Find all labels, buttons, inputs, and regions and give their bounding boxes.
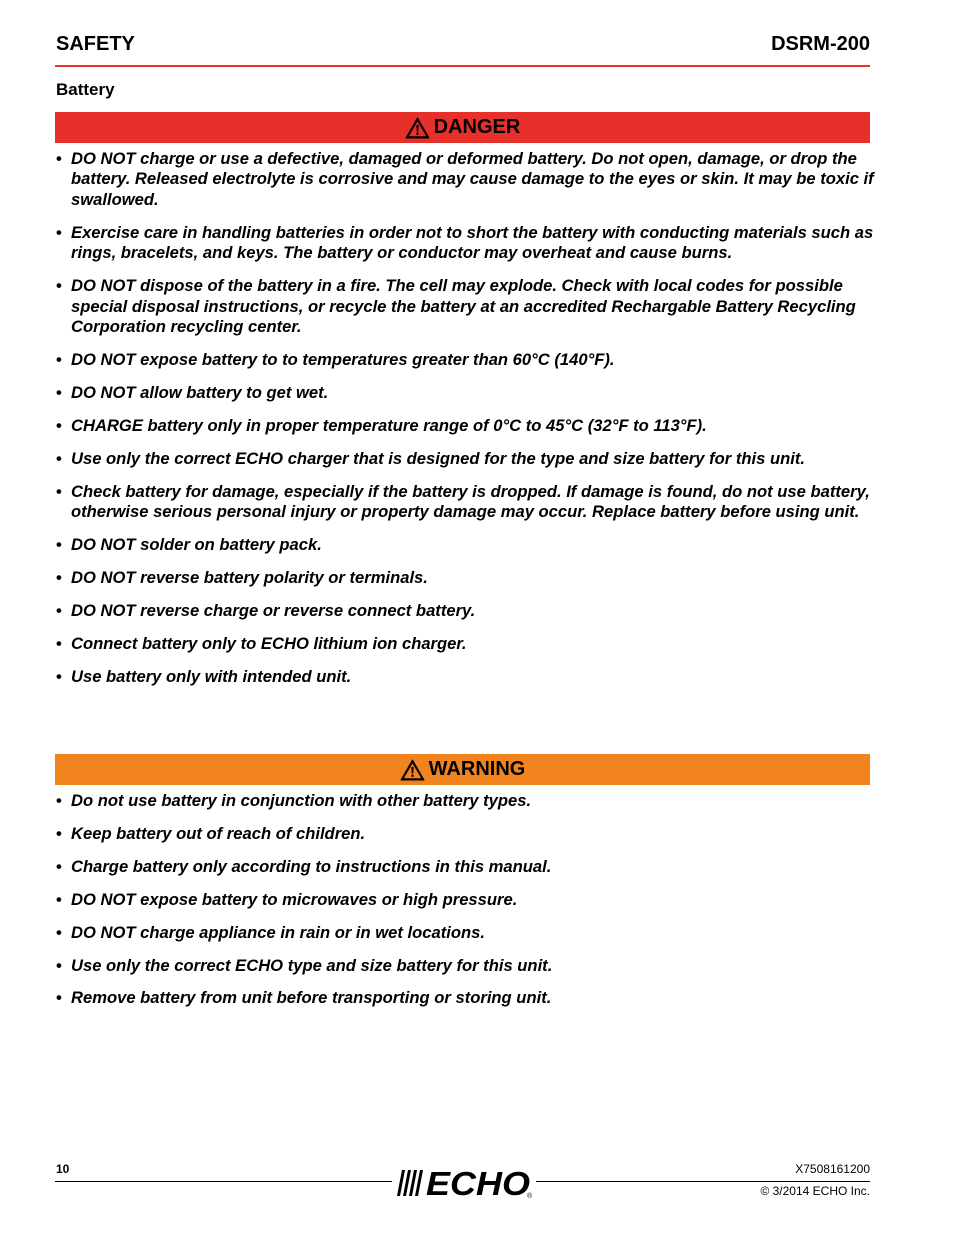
warning-triangle-icon bbox=[405, 117, 430, 139]
part-number: X7508161200 bbox=[795, 1162, 870, 1176]
header-section: SAFETY bbox=[56, 33, 135, 55]
list-item: • Check battery for damage, especially if the battery is dropped. If damage is found, do not use battery, otherwise serious personal injury or property damage may occur. Replace battery before using unit. bbox=[56, 482, 876, 523]
list-item: • Keep battery out of reach of children. bbox=[56, 824, 876, 844]
page-header bbox=[55, 33, 870, 67]
warning-triangle-icon bbox=[400, 759, 425, 781]
danger-banner bbox=[55, 112, 870, 143]
list-item: • Use only the correct ECHO type and size battery for this unit. bbox=[56, 956, 876, 976]
echo-logo-icon bbox=[392, 1166, 536, 1200]
list-item: • DO NOT dispose of the battery in a fire. The cell may explode. Check with local codes for possible special disposal instructions, or recycle the battery at an accredited Rechargable Battery Recycling Corporation recycling center. bbox=[56, 276, 876, 337]
svg-text:®: ® bbox=[527, 1193, 533, 1200]
section-title: Battery bbox=[56, 80, 115, 99]
list-item: • Remove battery from unit before transporting or storing unit. bbox=[56, 988, 876, 1008]
list-item: • DO NOT charge or use a defective, damaged or deformed battery. Do not open, damage, or drop the battery. Released electrolyte is corrosive and may cause damage to the eyes or skin. It may be toxic if swallowed. bbox=[56, 149, 876, 210]
danger-label: DANGER bbox=[433, 116, 521, 138]
list-item: • Exercise care in handling batteries in order not to short the battery with conducting materials such as rings, bracelets, and keys. The battery or conductor may overheat and cause burns. bbox=[56, 223, 876, 264]
page-number: 10 bbox=[56, 1162, 70, 1176]
header-model: DSRM-200 bbox=[771, 33, 870, 55]
list-item: • DO NOT charge appliance in rain or in wet locations. bbox=[56, 923, 876, 943]
list-item: • Use only the correct ECHO charger that is designed for the type and size battery for this unit. bbox=[56, 449, 876, 469]
warning-label: WARNING bbox=[428, 758, 526, 780]
warning-list bbox=[56, 791, 876, 1021]
list-item: • Connect battery only to ECHO lithium ion charger. bbox=[56, 634, 876, 654]
list-item: • DO NOT expose battery to microwaves or high pressure. bbox=[56, 890, 876, 910]
copyright: © 3/2014 ECHO Inc. bbox=[760, 1184, 870, 1198]
list-item: • Do not use battery in conjunction with other battery types. bbox=[56, 791, 876, 811]
list-item: • DO NOT solder on battery pack. bbox=[56, 535, 876, 555]
echo-logo-text: ECHO bbox=[426, 1166, 531, 1200]
list-item: • DO NOT reverse battery polarity or terminals. bbox=[56, 568, 876, 588]
list-item: • DO NOT allow battery to get wet. bbox=[56, 383, 876, 403]
list-item: • Use battery only with intended unit. bbox=[56, 667, 876, 687]
list-item: • Charge battery only according to instructions in this manual. bbox=[56, 857, 876, 877]
list-item: • DO NOT reverse charge or reverse connect battery. bbox=[56, 601, 876, 621]
danger-list bbox=[56, 149, 876, 700]
list-item: • CHARGE battery only in proper temperature range of 0°C to 45°C (32°F to 113°F). bbox=[56, 416, 876, 436]
warning-banner bbox=[55, 754, 870, 785]
list-item: • DO NOT expose battery to to temperatures greater than 60°C (140°F). bbox=[56, 350, 876, 370]
